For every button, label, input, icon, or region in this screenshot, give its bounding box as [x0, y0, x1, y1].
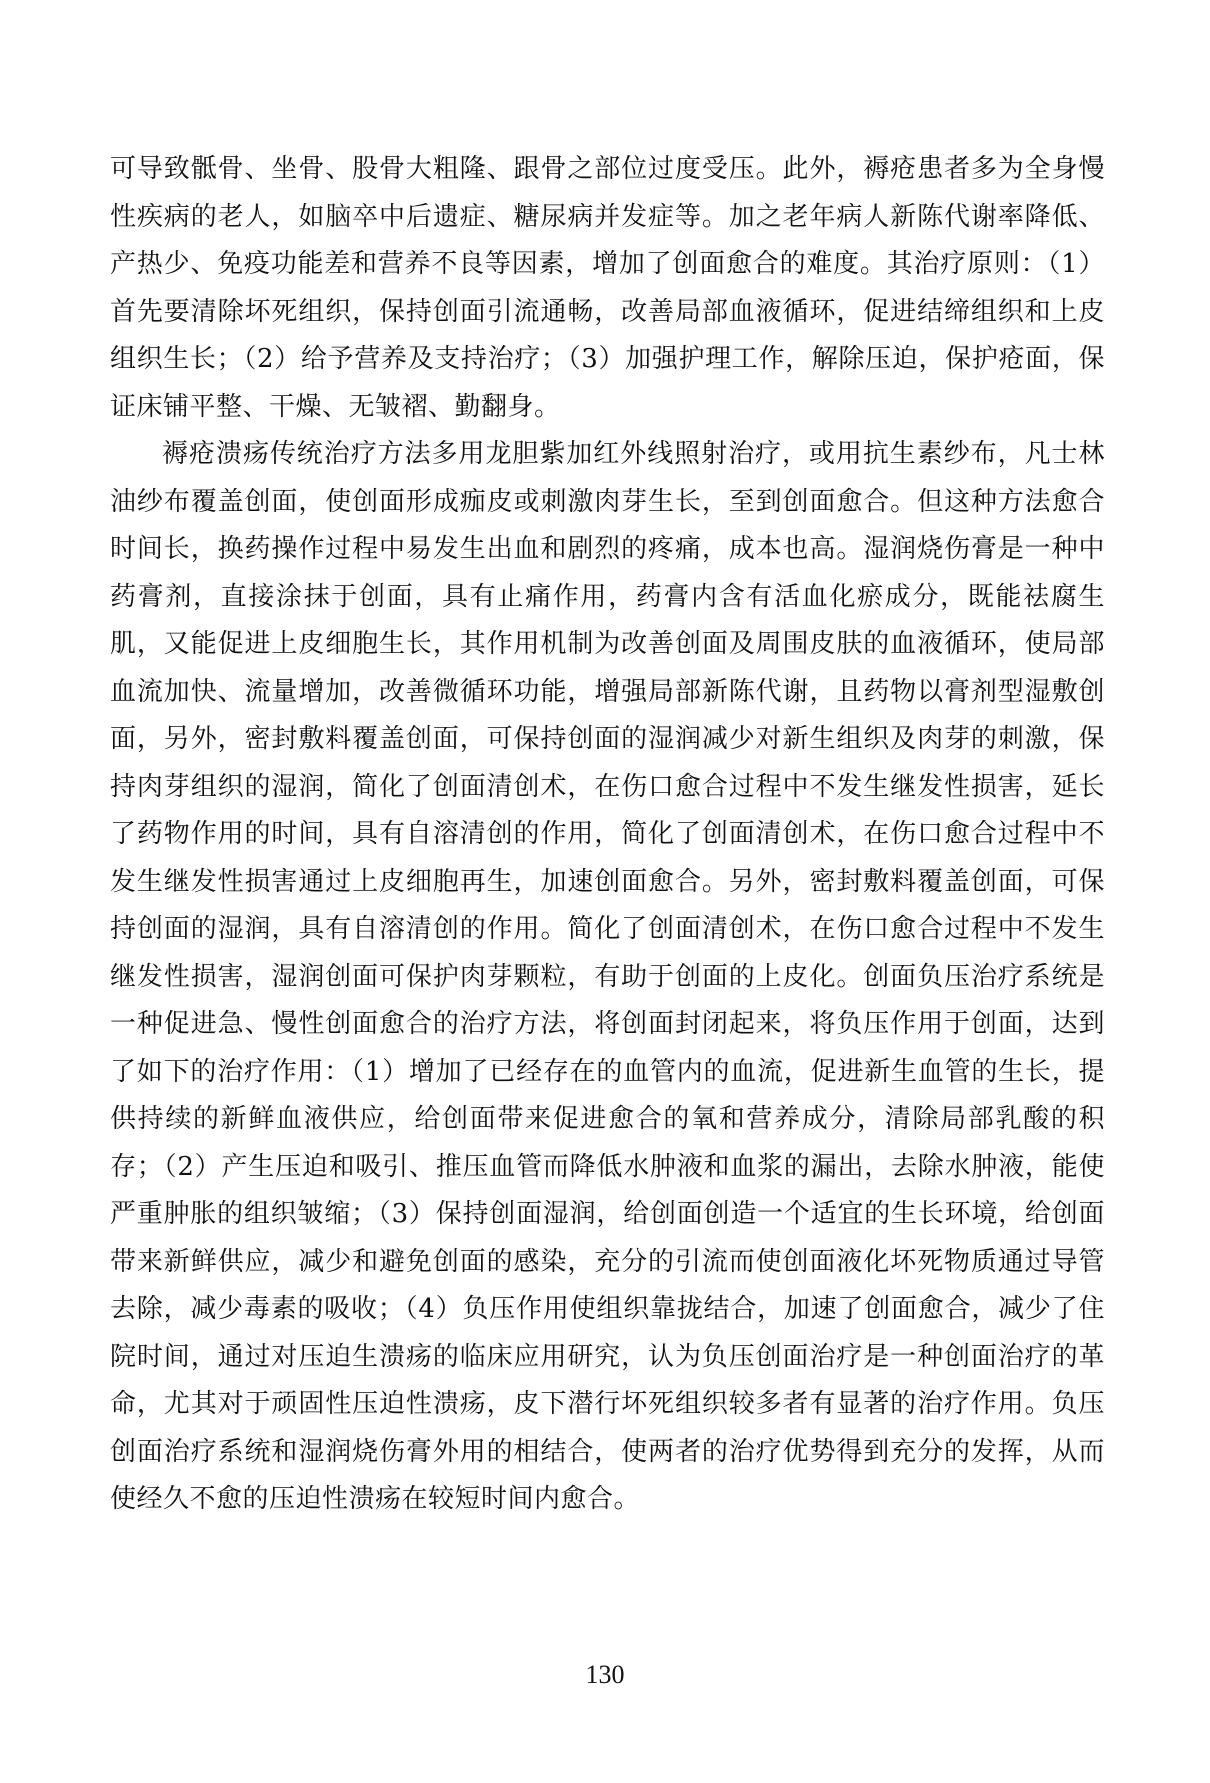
page-number: 130	[585, 1660, 625, 1689]
paragraph-1: 可导致骶骨、坐骨、股骨大粗隆、跟骨之部位过度受压。此外，褥疮患者多为全身慢性疾病的老人，如脑卒中后遗症、糖尿病并发症等。加之老年病人新陈代谢率降低、产热少、免疫功能差和营养不良等因素，增加了创面愈合的难度。其治疗原则：（1）首先要清除坏死组织，保持创面引流通畅，改善局部血液循环，促进结缔组织和上皮组织生长；（2）给予营养及支持治疗；（3）加强护理工作，解除压迫，保护疮面，保证床铺平整、干燥、无皱褶、勤翻身。	[110, 154, 1105, 422]
paragraph-2: 褥疮溃疡传统治疗方法多用龙胆紫加红外线照射治疗，或用抗生素纱布，凡士林油纱布覆盖创面，使创面形成痂皮或刺激肉芽生长，至到创面愈合。但这种方法愈合时间长，换药操作过程中易发生出血和剧烈的疼痛，成本也高。湿润烧伤膏是一种中药膏剂，直接涂抹于创面，具有止痛作用，药膏内含有活血化瘀成分，既能祛腐生肌，又能促进上皮细胞生长，其作用机制为改善创面及周围皮肤的血液循环，使局部血流加快、流量增加，改善微循环功能，增强局部新陈代谢，且药物以膏剂型湿敷创面，另外，密封敷料覆盖创面，可保持创面的湿润减少对新生组织及肉芽的刺激，保持肉芽组织的湿润，简化了创面清创术，在伤口愈合过程中不发生继发性损害，延长了药物作用的时间，具有自溶清创的作用，简化了创面清创术，在伤口愈合过程中不发生继发性损害通过上皮细胞再生，加速创面愈合。另外，密封敷料覆盖创面，可保持创面的湿润，具有自溶清创的作用。简化了创面清创术，在伤口愈合过程中不发生继发性损害，湿润创面可保护肉芽颗粒，有助于创面的上皮化。创面负压治疗系统是一种促进急、慢性创面愈合的治疗方法，将创面封闭起来，将负压作用于创面，达到了如下的治疗作用：（1）增加了已经存在的血管内的血流，促进新生血管的生长，提供持续的新鲜血液供应，给创面带来促进愈合的氧和营养成分，清除局部乳酸的积存；（2）产生压迫和吸引、推压血管而降低水肿液和血浆的漏出，去除水肿液，能使严重肿胀的组织皱缩；（3）保持创面湿润，给创面创造一个适宜的生长环境，给创面带来新鲜供应，减少和避免创面的感染，充分的引流而使创面液化坏死物质通过导管去除，减少毒素的吸收；（4）负压作用使组织靠拢结合，加速了创面愈合，减少了住院时间，通过对压迫生溃疡的临床应用研究，认为负压创面治疗是一种创面治疗的革命，尤其对于顽固性压迫性溃疡，皮下潜行坏死组织较多者有显著的治疗作用。负压创面治疗系统和湿润烧伤膏外用的相结合，使两者的治疗优势得到充分的发挥，从而使经久不愈的压迫性溃疡在较短时间内愈合。	[110, 439, 1105, 1514]
body-text	[110, 146, 1105, 1524]
